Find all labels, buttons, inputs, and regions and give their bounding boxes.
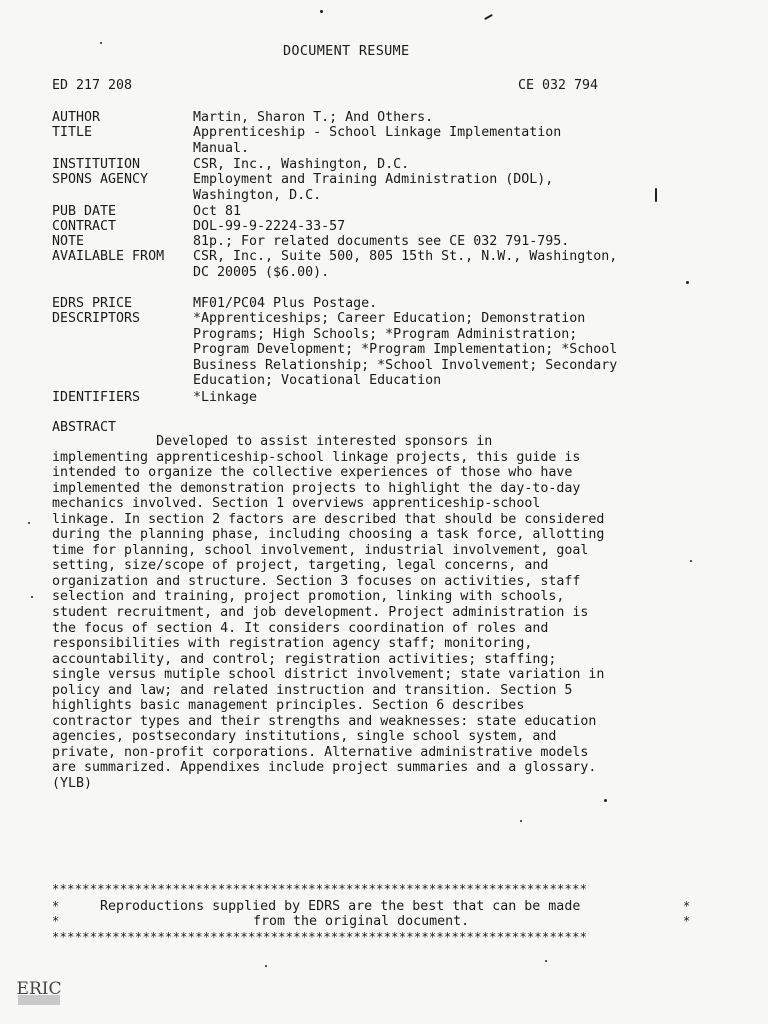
abstract-body: Developed to assist interested sponsors in implementing apprenticeship-school linkage projects, this guide is intended to organize the collective experiences of those who have implemented the demonstration projects to highlight the day-to-day mechanics involved. Section 1 overviews apprenticeship-school linkage. In section 2 factors are described that should be considered during the planning phase, including choosing a task force, allotting time for planning, school involvement, industrial involvement, goal setting, size/scope of project, targeting, legal concerns, and organization and structure. Section 3 focuses on activities, staff selection and training, project promotion, linking with schools, student recruitment, and job development. Project administration is the focus of section 4. It considers coordination of roles and responsibilities with registration agency staff; monitoring, accountability, and control; registration activities; staffing; single versus mutiple school district involvement; state variation in policy and law; and related instruction and transition. Section 5 highlights basic management principles. Section 6 describes contractor types and their strengths and weaknesses: state education agencies, postsecondary institutions, single school system, and private, non-profit corporations. Alternative administrative models are summarized. Appendixes include project summaries and a glossary. (YLB) [52, 434, 605, 792]
scan-speck [545, 960, 547, 962]
scan-speck [690, 560, 692, 562]
abstract-heading: ABSTRACT [52, 420, 117, 435]
document-title: DOCUMENT RESUME [283, 43, 410, 59]
eric-logo-icon [14, 965, 64, 1009]
field-value: Martin, Sharon T.; And Others. [193, 110, 434, 125]
scan-speck [604, 799, 607, 802]
field-label: EDRS PRICE [52, 296, 133, 311]
scan-speck [100, 42, 102, 44]
field-label: AUTHOR [52, 110, 101, 125]
field-value: Oct 81 [193, 204, 242, 219]
scan-speck [686, 281, 689, 284]
footer-edge-right: * [683, 899, 691, 913]
logo-text: ERIC [16, 979, 62, 999]
footer-edge-left: * [52, 914, 60, 928]
field-label: CONTRACT [52, 219, 117, 234]
scan-speck [28, 522, 30, 524]
field-label: PUB DATE [52, 204, 117, 219]
field-label: SPONS AGENCY [52, 172, 149, 187]
footer-edge-right: * [683, 914, 691, 928]
scan-speck [520, 820, 522, 822]
field-value: MF01/PC04 Plus Postage. [193, 296, 378, 311]
ce-number: CE 032 794 [518, 78, 599, 93]
reproduction-notice: Reproductions supplied by EDRS are the best that can be made [100, 899, 581, 914]
field-label: TITLE [52, 125, 93, 140]
field-label: DESCRIPTORS [52, 311, 141, 326]
scan-speck [265, 965, 267, 967]
scan-speck [484, 14, 493, 20]
field-value: DOL-99-9-2224-33-57 [193, 219, 346, 234]
scan-speck [655, 188, 657, 202]
scan-speck [320, 10, 323, 13]
eric-logo [14, 965, 64, 1009]
field-label: INSTITUTION [52, 157, 141, 172]
field-label: NOTE [52, 234, 85, 249]
field-value: CSR, Inc., Washington, D.C. [193, 157, 410, 172]
field-value: Apprenticeship - School Linkage Implementation Manual. [193, 125, 562, 156]
footer-border-bottom: *********************************************************************** [52, 930, 588, 944]
ed-number: ED 217 208 [52, 78, 133, 93]
field-value: 81p.; For related documents see CE 032 791-795. [193, 234, 570, 249]
reproduction-notice-line2: from the original document. [253, 914, 470, 929]
field-value: CSR, Inc., Suite 500, 805 15th St., N.W., Washington, DC 20005 ($6.00). [193, 249, 618, 280]
field-value: Employment and Training Administration (DOL), Washington, D.C. [193, 172, 554, 203]
field-label: IDENTIFIERS [52, 390, 141, 405]
scan-speck [31, 596, 33, 598]
field-value: *Apprenticeships; Career Education; Demonstration Programs; High Schools; *Program Administration; Program Development; *Program Implementation; *School Business Relationship; *School Involvement; Secondary Education; Vocational Education [193, 311, 618, 389]
footer-border-top: *********************************************************************** [52, 882, 588, 896]
field-label: AVAILABLE FROM [52, 249, 165, 264]
footer-edge-left: * [52, 899, 60, 913]
field-value: *Linkage [193, 390, 258, 405]
